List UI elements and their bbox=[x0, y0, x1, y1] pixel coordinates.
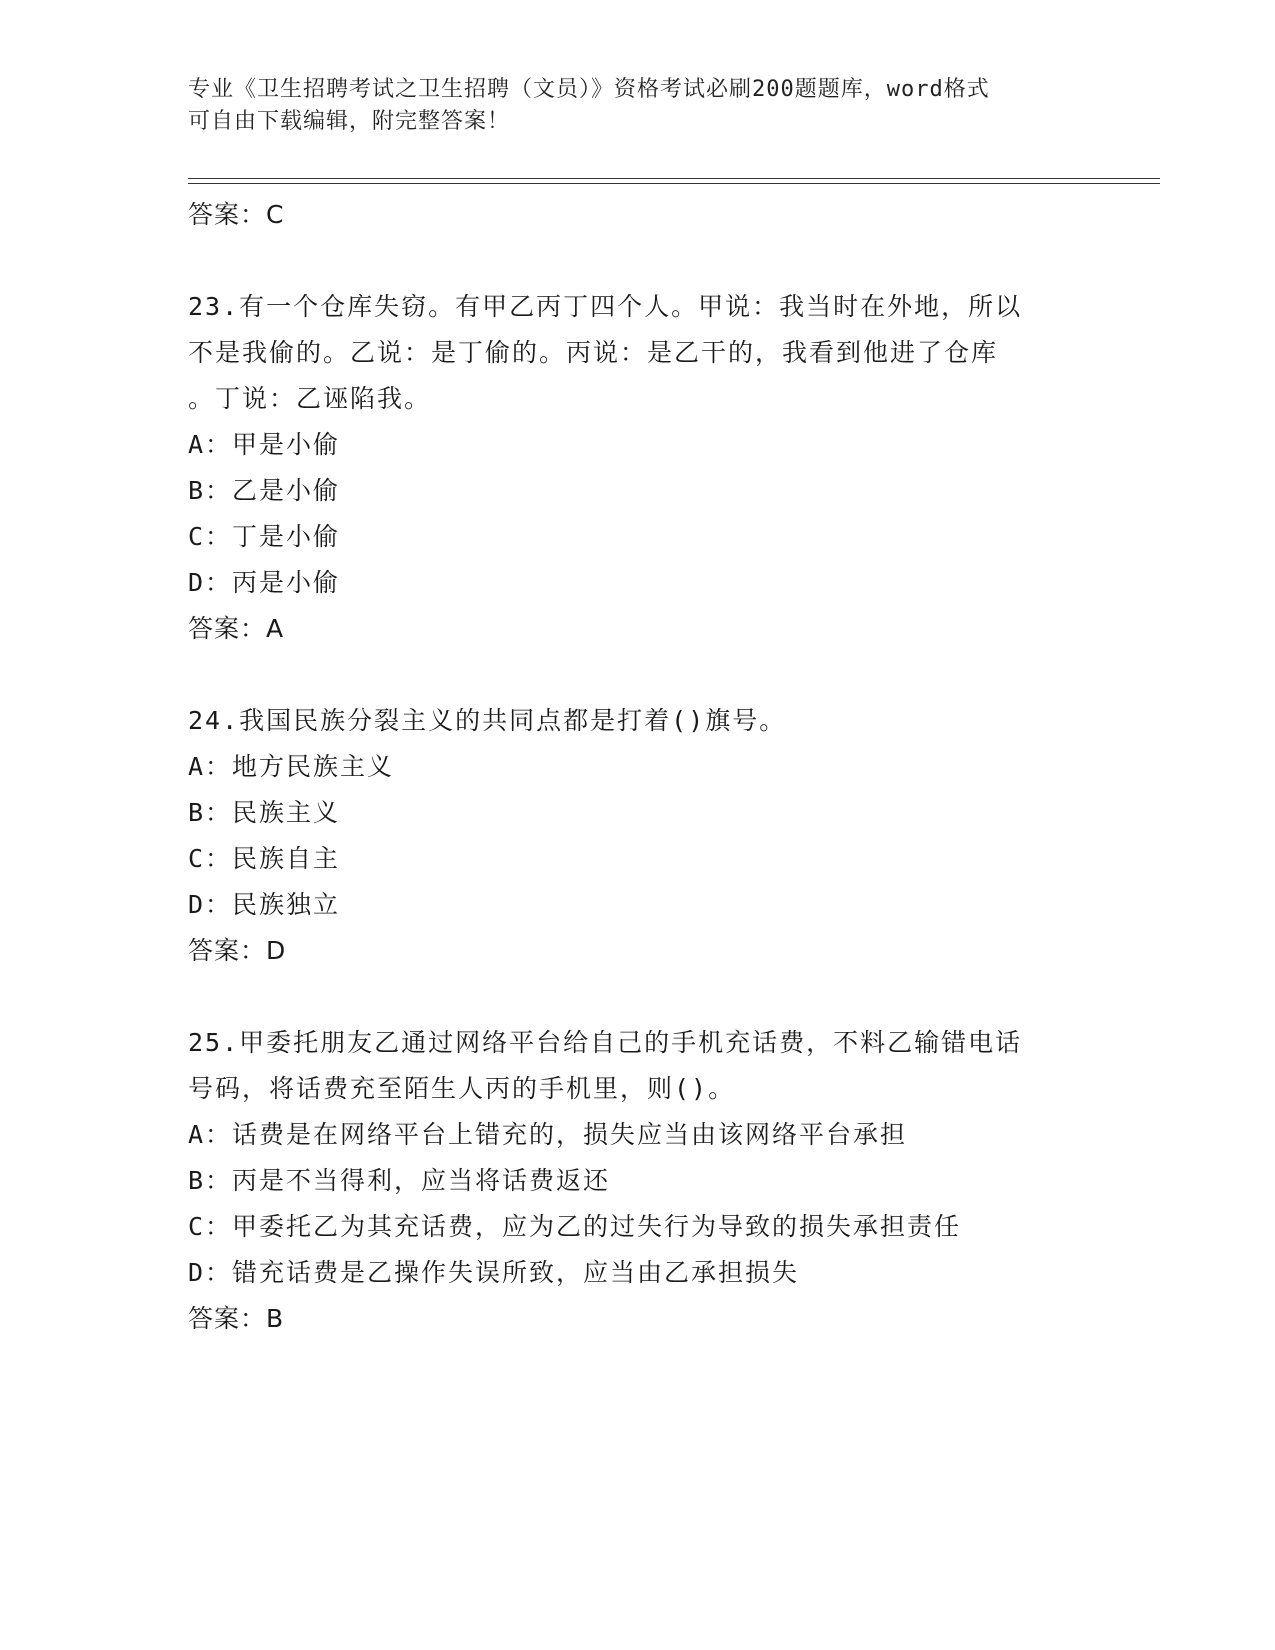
page-header bbox=[188, 74, 1088, 138]
question-23-option-d: D：丙是小偷 bbox=[188, 568, 341, 597]
question-23-text-3: 。丁说：乙诬陷我。 bbox=[188, 384, 432, 413]
spacer bbox=[188, 652, 1088, 698]
question-24 bbox=[188, 698, 1088, 974]
previous-answer: 答案：C bbox=[188, 200, 285, 229]
question-25-answer: 答案：B bbox=[188, 1304, 285, 1333]
question-23 bbox=[188, 284, 1088, 652]
question-23-option-b: B：乙是小偷 bbox=[188, 476, 341, 505]
header-line-2: 可自由下载编辑，附完整答案！ bbox=[188, 109, 511, 134]
header-rule-top bbox=[188, 178, 1160, 179]
question-25-option-b: B：丙是不当得利，应当将话费返还 bbox=[188, 1166, 611, 1195]
question-24-option-d: D：民族独立 bbox=[188, 890, 341, 919]
question-24-option-a: A：地方民族主义 bbox=[188, 752, 395, 781]
spacer bbox=[188, 238, 1088, 284]
question-23-option-a: A：甲是小偷 bbox=[188, 430, 341, 459]
question-23-answer: 答案：A bbox=[188, 614, 285, 643]
question-24-option-c: C：民族自主 bbox=[188, 844, 341, 873]
question-23-text-1: 23.有一个仓库失窃。有甲乙丙丁四个人。甲说：我当时在外地，所以 bbox=[188, 292, 1023, 321]
header-line-1: 专业《卫生招聘考试之卫生招聘（文员）》资格考试必刷200题题库，word格式 bbox=[188, 77, 990, 102]
question-25-option-a: A：话费是在网络平台上错充的，损失应当由该网络平台承担 bbox=[188, 1120, 908, 1149]
question-24-option-b: B：民族主义 bbox=[188, 798, 341, 827]
question-25-text-1: 25.甲委托朋友乙通过网络平台给自己的手机充话费，不料乙输错电话 bbox=[188, 1028, 1023, 1057]
question-24-answer: 答案：D bbox=[188, 936, 287, 965]
header-rule-bottom bbox=[188, 183, 1160, 184]
question-25-option-d: D：错充话费是乙操作失误所致，应当由乙承担损失 bbox=[188, 1258, 800, 1287]
question-24-text-1: 24.我国民族分裂主义的共同点都是打着()旗号。 bbox=[188, 706, 787, 735]
spacer bbox=[188, 974, 1088, 1020]
question-list bbox=[188, 192, 1088, 1342]
question-25-text-2: 号码，将话费充至陌生人丙的手机里，则()。 bbox=[188, 1074, 736, 1103]
question-23-text-2: 不是我偷的。乙说：是丁偷的。丙说：是乙干的，我看到他进了仓库 bbox=[188, 338, 999, 367]
question-25-option-c: C：甲委托乙为其充话费，应为乙的过失行为导致的损失承担责任 bbox=[188, 1212, 962, 1241]
question-23-option-c: C：丁是小偷 bbox=[188, 522, 341, 551]
question-25 bbox=[188, 1020, 1088, 1342]
